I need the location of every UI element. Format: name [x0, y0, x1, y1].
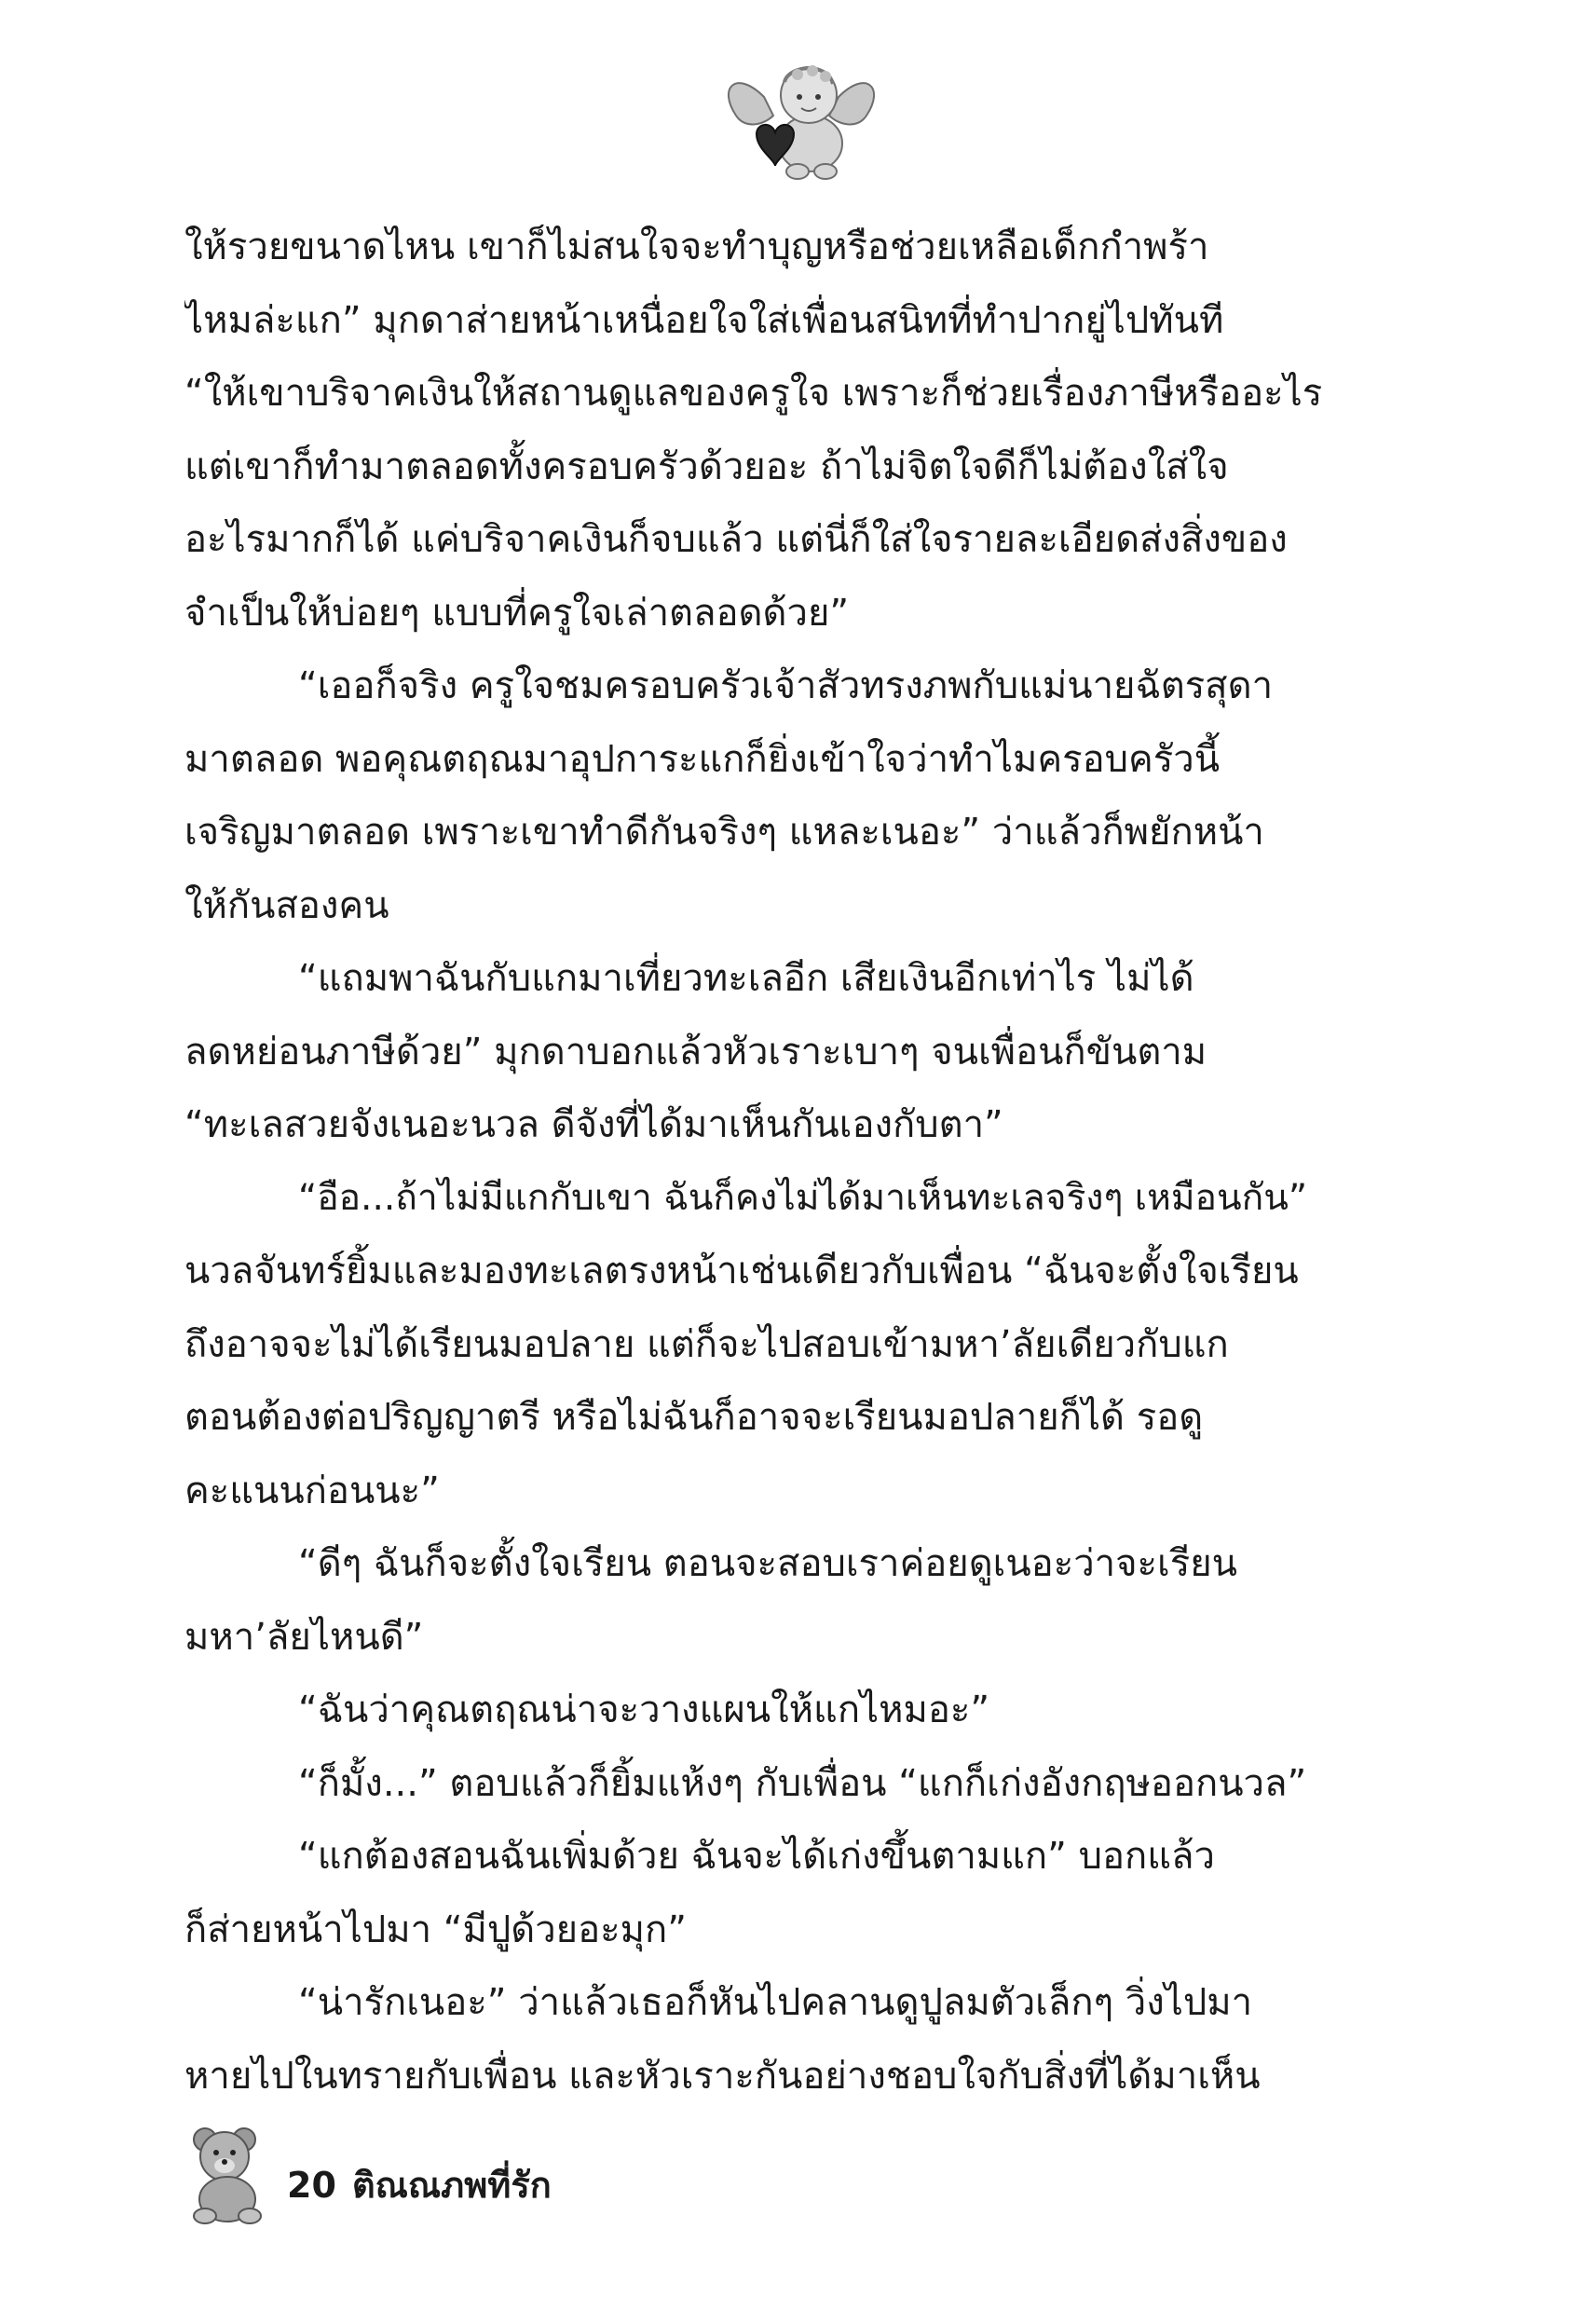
book-title: ติณณภพที่รัก	[352, 2165, 552, 2206]
page-footer	[183, 2123, 835, 2235]
text-line: “แถมพาฉันกับแกมาเที่ยวทะเลอีก เสียเงินอีกเท่าไร ไม่ได้	[298, 957, 1194, 1000]
text-line: ตอนต้องต่อปริญญาตรี หรือไม่ฉันก็อาจจะเรียนมอปลายก็ได้ รอดู	[184, 1396, 1204, 1439]
body-text	[184, 211, 1329, 2113]
cupid-with-heart-icon	[708, 41, 894, 190]
text-line: มหา’ลัยไหนดี”	[184, 1615, 424, 1659]
text-line: ถึงอาจจะไม่ได้เรียนมอปลาย แต่ก็จะไปสอบเข้ามหา’ลัยเดียวกับแก	[184, 1322, 1229, 1366]
text-line: มาตลอด พอคุณตฤณมาอุปการะแกก็ยิ่งเข้าใจว่าทำไมครอบครัวนี้	[184, 737, 1221, 781]
text-line: “แกต้องสอนฉันเพิ่มด้วย ฉันจะได้เก่งขึ้นตามแก” บอกแล้ว	[298, 1835, 1215, 1878]
text-line: ให้รวยขนาดไหน เขาก็ไม่สนใจจะทำบุญหรือช่วยเหลือเด็กกำพร้า	[184, 226, 1209, 268]
text-line: “ดีๆ ฉันก็จะตั้งใจเรียน ตอนจะสอบเราค่อยดูเนอะว่าจะเรียน	[298, 1542, 1237, 1585]
text-line: “ก็มั้ง...” ตอบแล้วก็ยิ้มแห้งๆ กับเพื่อน “แกก็เก่งอังกฤษออกนวล”	[298, 1761, 1307, 1805]
text-line: เจริญมาตลอด เพราะเขาทำดีกันจริงๆ แหละเนอะ” ว่าแล้วก็พยักหน้า	[184, 811, 1264, 854]
text-line: คะแนนก่อนนะ”	[184, 1469, 440, 1512]
text-line: ให้กันสองคน	[184, 883, 389, 927]
text-line: ไหมล่ะแก” มุกดาส่ายหน้าเหนื่อยใจใส่เพื่อนสนิทที่ทำปากยู่ไปทันที	[184, 298, 1224, 342]
text-line: ก็ส่ายหน้าไปมา “มีปูด้วยอะมุก”	[184, 1908, 687, 1951]
page-number: 20	[287, 2165, 336, 2206]
text-line: “ให้เขาบริจาคเงินให้สถานดูแลของครูใจ เพราะก็ช่วยเรื่องภาษีหรืออะไร	[184, 372, 1323, 415]
text-line: จำเป็นให้บ่อยๆ แบบที่ครูใจเล่าตลอดด้วย”	[184, 591, 850, 635]
text-line: แต่เขาก็ทำมาตลอดทั้งครอบครัวด้วยอะ ถ้าไม่จิตใจดีก็ไม่ต้องใส่ใจ	[184, 444, 1229, 488]
text-line: นวลจันทร์ยิ้มและมองทะเลตรงหน้าเช่นเดียวกับเพื่อน “ฉันจะตั้งใจเรียน	[184, 1250, 1299, 1292]
text-line: อะไรมากก็ได้ แค่บริจาคเงินก็จบแล้ว แต่นี่ก็ใส่ใจรายละเอียดส่งสิ่งของ	[184, 518, 1288, 561]
text-line: “อือ...ถ้าไม่มีแกกับเขา ฉันก็คงไม่ได้มาเห็นทะเลจริงๆ เหมือนกัน”	[298, 1176, 1308, 1219]
text-line: “น่ารักเนอะ” ว่าแล้วเธอก็หันไปคลานดูปูลมตัวเล็กๆ วิ่งไปมา	[298, 1981, 1253, 2024]
text-line: “ฉันว่าคุณตฤณน่าจะวางแผนให้แกไหมอะ”	[298, 1689, 990, 1731]
text-line: ลดหย่อนภาษีด้วย” มุกดาบอกแล้วหัวเราะเบาๆ จนเพื่อนก็ขันตาม	[184, 1030, 1207, 1073]
teddy-bear-icon	[183, 2123, 272, 2225]
text-line: “ทะเลสวยจังเนอะนวล ดีจังที่ได้มาเห็นกันเองกับตา”	[184, 1103, 1003, 1146]
text-line: “เออก็จริง ครูใจชมครอบครัวเจ้าสัวทรงภพกับแม่นายฉัตรสุดา	[298, 664, 1274, 707]
text-line: หายไปในทรายกับเพื่อน และหัวเราะกันอย่างชอบใจกับสิ่งที่ได้มาเห็น	[184, 2054, 1261, 2098]
